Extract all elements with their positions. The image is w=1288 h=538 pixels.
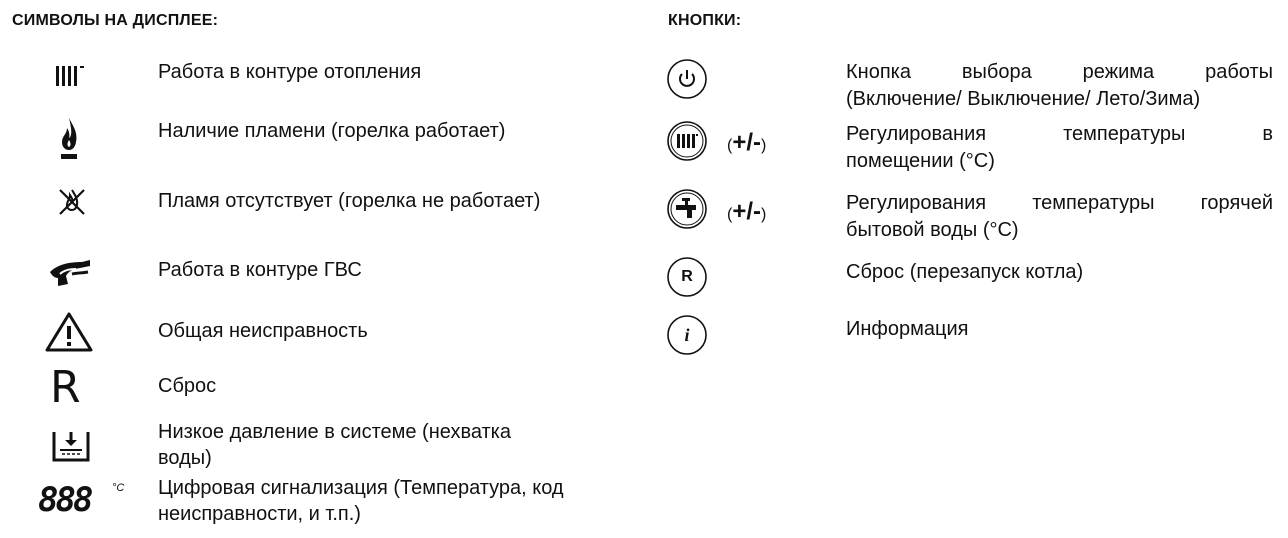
flame-icon bbox=[56, 116, 82, 162]
heating-plus-minus bbox=[727, 130, 766, 159]
degrees-celsius-unit: °C bbox=[112, 482, 125, 494]
heating-paren-close: ) bbox=[761, 137, 767, 154]
digital-display-label-line2: неисправности, и т.п.) bbox=[158, 503, 361, 525]
dhw-button-label-line2: бытовой воды (°C) bbox=[846, 219, 1019, 241]
digital-display-icon: 888 bbox=[38, 480, 91, 520]
flame-label: Наличие пламени (горелка работает) bbox=[158, 120, 506, 142]
dhw-paren-close: ) bbox=[761, 206, 767, 223]
low-pressure-icon bbox=[50, 428, 92, 464]
low-pressure-label-line2: воды) bbox=[158, 447, 212, 469]
power-button-label-line2: (Включение/ Выключение/ Лето/Зима) bbox=[846, 88, 1201, 110]
flame-off-icon bbox=[56, 186, 88, 216]
dhw-plus-minus-text: +/- bbox=[732, 198, 762, 225]
warning-label: Общая неисправность bbox=[158, 320, 368, 342]
dhw-button-icon[interactable] bbox=[666, 188, 708, 230]
reset-label: Сброс bbox=[158, 375, 217, 397]
digital-display-label-line1: Цифровая сигнализация (Температура, код bbox=[158, 477, 564, 499]
radiator-icon bbox=[54, 62, 86, 90]
display-symbols-heading: СИМВОЛЫ НА ДИСПЛЕЕ: bbox=[12, 12, 219, 29]
reset-button-icon[interactable]: R bbox=[681, 268, 693, 285]
heating-paren-open: ( bbox=[727, 137, 733, 154]
tap-label: Работа в контуре ГВС bbox=[158, 259, 362, 281]
tap-icon bbox=[46, 254, 94, 290]
dhw-paren-open: ( bbox=[727, 206, 733, 223]
heating-button-label-line2: помещении (°C) bbox=[846, 150, 995, 172]
heating-plus-minus-text: +/- bbox=[732, 129, 762, 156]
buttons-heading: КНОПКИ: bbox=[668, 12, 742, 29]
info-button-icon[interactable]: i bbox=[684, 325, 690, 345]
power-button-label-line1: Кнопка выбора режима работы bbox=[846, 61, 1273, 83]
flame-off-label: Пламя отсутствует (горелка не работает) bbox=[158, 190, 541, 212]
reset-button-label: Сброс (перезапуск котла) bbox=[846, 261, 1084, 283]
power-button-icon[interactable] bbox=[666, 58, 708, 100]
dhw-button-label-line1: Регулирования температуры горячей bbox=[846, 192, 1273, 214]
low-pressure-label-line1: Низкое давление в системе (нехватка bbox=[158, 421, 511, 443]
heating-button-label-line1: Регулирования температуры в bbox=[846, 123, 1273, 145]
warning-icon bbox=[44, 311, 94, 353]
dhw-plus-minus bbox=[727, 199, 766, 228]
heating-button-icon[interactable] bbox=[666, 120, 708, 162]
reset-r-icon: R bbox=[50, 362, 81, 413]
info-button-label: Информация bbox=[846, 318, 969, 340]
radiator-label: Работа в контуре отопления bbox=[158, 61, 422, 83]
